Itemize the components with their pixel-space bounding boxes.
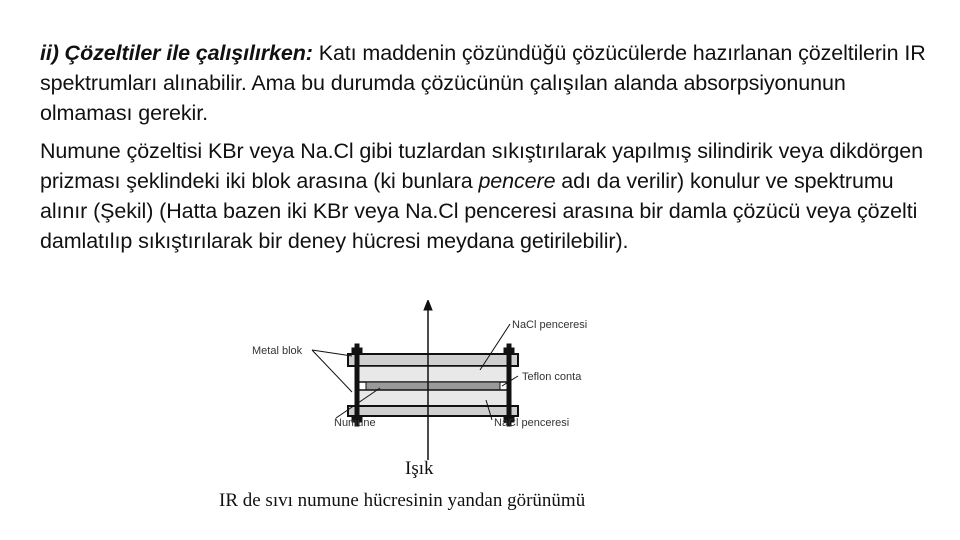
sample-cell-diagram (240, 300, 640, 460)
light-caption: Işık (405, 458, 434, 479)
paragraph-solutions (40, 38, 940, 128)
paragraph-lead: ii) Çözeltiler ile çalışılırken: (40, 41, 313, 65)
leader-metal-2 (312, 350, 352, 356)
light-arrow-head (424, 300, 432, 310)
lower-nacl-window (358, 390, 508, 406)
label-metal-blok: Metal blok (252, 345, 303, 357)
label-teflon: Teflon conta (522, 371, 582, 383)
paragraph-text: Katı maddenin çözündüğü çözücülerde hazırlanan çözeltilerin IR spektrumları alınabilir. Ama bu durumda çözücünün çalışılan alanda absorpsiyonunun olmaması gerekir. (40, 41, 926, 125)
label-nacl-bottom: NaCl penceresi (494, 417, 570, 429)
paragraph-emphasis: pencere (478, 169, 556, 193)
bottom-metal-block (348, 406, 518, 416)
figure-caption: IR de sıvı numune hücresinin yandan görünümü (219, 490, 586, 511)
label-nacl-top: NaCl penceresi (512, 319, 588, 331)
teflon-gasket (366, 382, 500, 390)
top-metal-block (348, 354, 518, 366)
paragraph-text-part1: Numune çözeltisi KBr veya Na.Cl gibi tuzlardan sıkıştırılarak yapılmış silindirik veya dikdörgen prizması şeklindeki iki blok arasına (ki bunlara (40, 139, 923, 193)
paragraph-text-part2: adı da verilir) konulur ve spektrumu alınır (Şekil) (Hatta bazen iki KBr veya Na.Cl penceresi arasına bir damla çözücü veya çözelti damlatılıp sıkıştırılarak bir deney hücresi meydana getirilebilir). (40, 169, 918, 253)
leader-metal-1 (312, 350, 352, 392)
upper-nacl-window (358, 366, 508, 382)
label-numune: Numune (334, 417, 376, 429)
paragraph-sample-window (40, 136, 940, 256)
